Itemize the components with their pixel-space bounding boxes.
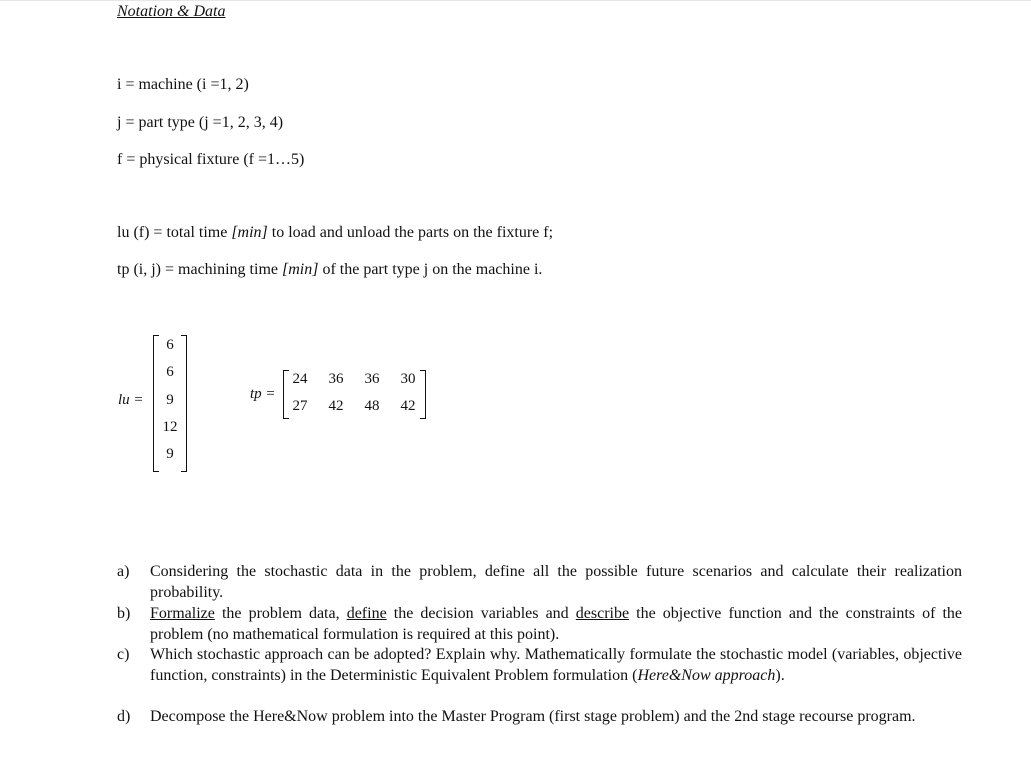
question-d-text: Decompose the Here&Now problem into the Master Program (first stage problem) and the 2nd stage recourse program. bbox=[150, 708, 916, 725]
section-heading: Notation & Data bbox=[117, 3, 226, 20]
definition-lu-after: to load and unload the parts on the fixture f; bbox=[267, 224, 554, 241]
tp-value: 30 bbox=[400, 371, 416, 387]
question-d bbox=[117, 707, 962, 728]
definition-tp-unit: [min] bbox=[282, 261, 319, 278]
definition-tp-after: of the part type j on the machine i. bbox=[318, 261, 543, 278]
definition-tp bbox=[117, 261, 542, 279]
tp-matrix-label: tp = bbox=[250, 386, 276, 402]
tp-value: 42 bbox=[400, 398, 416, 414]
lu-value: 9 bbox=[166, 392, 174, 408]
question-c-letter: c) bbox=[117, 646, 130, 663]
definition-lu-before: lu (f) = total time bbox=[117, 224, 232, 241]
tp-value: 48 bbox=[364, 398, 380, 414]
question-c-italic: Here&Now approach bbox=[637, 666, 776, 684]
tp-value: 24 bbox=[292, 371, 308, 387]
question-b-text-3: the objective function and the constraints of the problem (no mathematical formulation is required at this point). bbox=[150, 605, 963, 643]
tp-value: 42 bbox=[328, 398, 344, 414]
question-a-letter: a) bbox=[117, 563, 130, 580]
lu-value: 6 bbox=[166, 364, 174, 380]
question-b-text bbox=[150, 604, 962, 645]
notation-machine: i = machine (i =1, 2) bbox=[117, 76, 249, 93]
notation-part-type: j = part type (j =1, 2, 3, 4) bbox=[117, 114, 284, 131]
top-rule bbox=[0, 0, 1031, 1]
question-c bbox=[117, 645, 962, 686]
tp-value: 36 bbox=[364, 371, 380, 387]
question-b-describe: describe bbox=[575, 605, 630, 622]
question-b-define: define bbox=[346, 605, 387, 622]
question-b-formalize: Formalize bbox=[150, 605, 215, 622]
tp-value: 27 bbox=[292, 398, 308, 414]
question-b-text-2: the decision variables and bbox=[386, 605, 576, 622]
lu-matrix-label: lu = bbox=[118, 392, 144, 408]
question-c-end: ). bbox=[775, 666, 785, 684]
definition-lu-unit: [min] bbox=[231, 224, 268, 241]
question-b bbox=[117, 604, 962, 645]
question-d-letter: d) bbox=[117, 708, 131, 725]
question-b-text-1: the problem data, bbox=[214, 605, 347, 622]
lu-value: 12 bbox=[162, 419, 178, 435]
question-c-text bbox=[150, 645, 962, 686]
question-a-text: Considering the stochastic data in the problem, define all the possible future scenarios and calculate their realization probability. bbox=[150, 563, 962, 601]
tp-value: 36 bbox=[328, 371, 344, 387]
question-c-body: Which stochastic approach can be adopted? Explain why. Mathematically formulate the stochastic model (variables, objective function, constraints) in the Deterministic Equivalent Problem formulation ( bbox=[150, 646, 962, 684]
lu-value: 6 bbox=[166, 337, 174, 353]
lu-value: 9 bbox=[166, 446, 174, 462]
definition-tp-before: tp (i, j) = machining time bbox=[117, 261, 282, 278]
question-b-letter: b) bbox=[117, 605, 131, 622]
definition-lu bbox=[117, 224, 553, 242]
question-a bbox=[117, 562, 962, 603]
notation-fixture: f = physical fixture (f =1…5) bbox=[117, 151, 305, 168]
